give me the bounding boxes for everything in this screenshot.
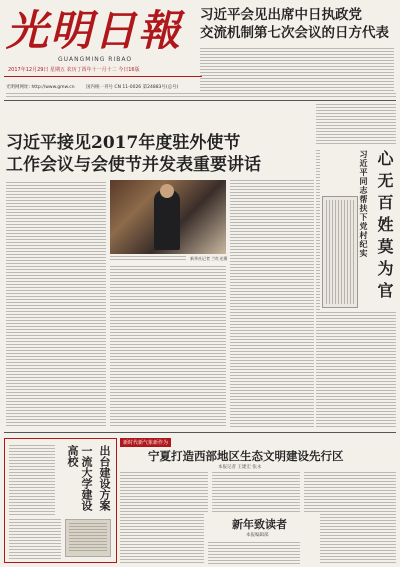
thumbnail-text (69, 523, 107, 553)
mid-feature-body-3 (304, 472, 396, 512)
right-column-top-text (316, 104, 396, 144)
masthead-divider (4, 76, 202, 77)
left-feature-body-a (9, 445, 55, 515)
editorial-headline[interactable]: 新年致读者 (232, 518, 287, 531)
pullquote-text (326, 200, 354, 304)
lead-photo-figure-head (160, 184, 174, 198)
right-column-subhead (358, 150, 372, 320)
lead-photo-figure (154, 190, 180, 250)
lead-story-body-left (6, 182, 106, 428)
lead-story-body-mid (110, 266, 226, 428)
masthead-small-text (6, 93, 396, 99)
left-feature-headline (61, 445, 111, 515)
right-subhead-text[interactable]: 习近平同志帮扶下党村纪实 (359, 150, 369, 258)
editorial-byline: 本报编辑部 (246, 533, 269, 538)
right-column-body-left (316, 150, 320, 310)
right-column-body (316, 312, 396, 428)
lead-photo-caption: 新华社记者 兰红光摄 (190, 256, 228, 261)
left-feature-body-b (9, 519, 61, 559)
lead-headline-2[interactable]: 工作会议与会使节并发表重要讲话 (6, 155, 261, 175)
masthead-bottom-rule (4, 100, 396, 101)
logo-pinyin: GUANGMING RIBAO (58, 56, 133, 63)
editorial-body-left (120, 514, 204, 564)
mid-feature-headline[interactable]: 宁夏打造西部地区生态文明建设先行区 (148, 449, 344, 463)
top-story-headline-1[interactable]: 习近平会见出席中日执政党 (200, 7, 362, 23)
right-column-pullquote (322, 196, 358, 308)
mid-feature-section-tag: 新时代新气象新作为 (120, 438, 171, 447)
top-story-headline-2[interactable]: 交流机制第七次会议的日方代表 (200, 25, 389, 41)
editorial-body-right (320, 514, 396, 564)
issue-date-line: 2017年12月29日 星期五 农历丁酉年十一月十二 今日16版 (8, 67, 140, 73)
lead-photo (110, 180, 226, 254)
editorial-body-mid (208, 542, 300, 564)
left-feature-headline-2[interactable]: 一流大学建设高校 (66, 445, 93, 511)
lead-photo-caption-text (110, 256, 186, 262)
mid-feature-body-1 (120, 472, 208, 512)
newspaper-logo: 光明日報 (6, 6, 183, 55)
left-feature-box (4, 438, 117, 563)
left-feature-thumbnail[interactable] (65, 519, 111, 557)
left-feature-headline-1[interactable]: 出台建设方案 (98, 445, 111, 511)
right-column-headline (374, 150, 394, 310)
site-url[interactable]: 光明网网址: http://www.gmw.cn (6, 85, 75, 90)
right-headline-text[interactable]: 心无百姓莫为官 (375, 150, 394, 304)
issn-text: 国内统一刊号 CN 11-0026 第24883号(总号) (86, 85, 179, 90)
site-line (6, 84, 396, 92)
top-story (200, 6, 396, 96)
mid-feature-byline: 本报记者 王建宏 张永 (218, 465, 262, 470)
lead-story-body-right (230, 180, 314, 428)
mid-feature-body-2 (212, 472, 300, 512)
editorial (120, 514, 396, 564)
mid-page-rule (4, 432, 396, 433)
lead-headline-1[interactable]: 习近平接见2017年度驻外使节 (6, 133, 241, 153)
